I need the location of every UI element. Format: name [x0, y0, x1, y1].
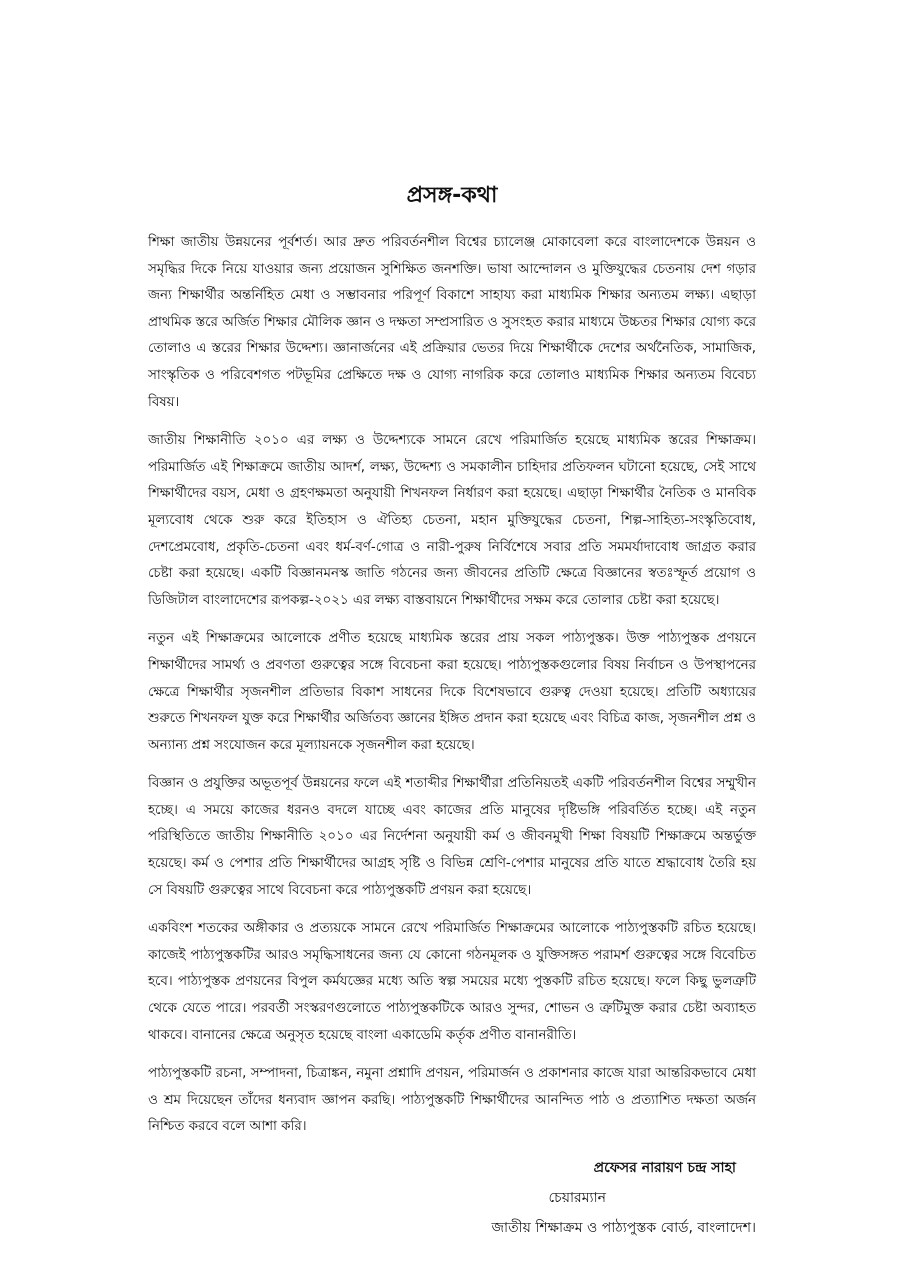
paragraph-2: জাতীয় শিক্ষানীতি ২০১০ এর লক্ষ্য ও উদ্দেশ্যকে সামনে রেখে পরিমার্জিত হয়েছে মাধ্যমিক স্তরের শিক্ষাক্রম। পরিমার্জিত এই শিক্ষাক্রমে জাতীয় আদর্শ, লক্ষ্য, উদ্দেশ্য ও সমকালীন চাহিদার প্রতিফলন ঘটানো হয়েছে, সেই সাথে শিক্ষার্থীদের বয়স, মেধা ও গ্রহণক্ষমতা অনুযায়ী শিখনফল নির্ধারণ করা হয়েছে। এছাড়া শিক্ষার্থীর নৈতিক ও মানবিক মূল্যবোধ থেকে শুরু করে ইতিহাস ও ঐতিহ্য চেতনা, মহান মুক্তিযুদ্ধের চেতনা, শিল্প-সাহিত্য-সংস্কৃতিবোধ, দেশপ্রেমবোধ, প্রকৃতি-চেতনা এবং ধর্ম-বর্ণ-গোত্র ও নারী-পুরুষ নির্বিশেষে সবার প্রতি সমমর্যাদাবোধ জাগ্রত করার চেষ্টা করা হয়েছে। একটি বিজ্ঞানমনস্ক জাতি গঠনের জন্য জীবনের প্রতিটি ক্ষেত্রে বিজ্ঞানের স্বতঃস্ফূর্ত প্রয়োগ ও ডিজিটাল বাংলাদেশের রূপকল্প-২০২১ এর লক্ষ্য বাস্তবায়নে শিক্ষার্থীদের সক্ষম করে তোলার চেষ্টা করা হয়েছে। [148, 433, 756, 608]
paragraph-6: পাঠ্যপুস্তকটি রচনা, সম্পাদনা, চিত্রাঙ্কন, নমুনা প্রশ্নাদি প্রণয়ন, পরিমার্জন ও প্রকাশনার কাজে যারা আন্তরিকভাবে মেধা ও শ্রম দিয়েছেন তাঁদের ধন্যবাদ জ্ঞাপন করছি। পাঠ্যপুস্তকটি শিক্ষার্থীদের আনন্দিত পাঠ ও প্রত্যাশিত দক্ষতা অর্জন নিশ্চিত করবে বলে আশা করি। [148, 1066, 756, 1135]
page-title: প্রসঙ্গ-কথা [406, 183, 498, 208]
paragraph-4: বিজ্ঞান ও প্রযুক্তির অভূতপূর্ব উন্নয়নের ফলে এই শতাব্দীর শিক্ষার্থীরা প্রতিনিয়তই একটি পরিবর্তনশীল বিশ্বের সম্মুখীন হচ্ছে। এ সময়ে কাজের ধরনও বদলে যাচ্ছে এবং কাজের প্রতি মানুষের দৃষ্টিভঙ্গি পরিবর্তিত হচ্ছে। এই নতুন পরিস্থিতিতে জাতীয় শিক্ষানীতি ২০১০ এর নির্দেশনা অনুযায়ী কর্ম ও জীবনমুখী শিক্ষা বিষয়টি শিক্ষাক্রমে অন্তর্ভুক্ত হয়েছে। কর্ম ও পেশার প্রতি শিক্ষার্থীদের আগ্রহ সৃষ্টি ও বিভিন্ন শ্রেণি-পেশার মানুষের প্রতি যাতে শ্রদ্ধাবোধ তৈরি হয় সে বিষয়টি গুরুত্বের সাথে বিবেচনা করে পাঠ্যপুস্তকটি প্রণয়ন করা হয়েছে। [148, 776, 756, 898]
paragraph-5: একবিংশ শতকের অঙ্গীকার ও প্রত্যয়কে সামনে রেখে পরিমার্জিত শিক্ষাক্রমের আলোকে পাঠ্যপুস্তকটি রচিত হয়েছে। কাজেই পাঠ্যপুস্তকটির আরও সমৃদ্ধিসাধনের জন্য যে কোনো গঠনমূলক ও যুক্তিসঙ্গত পরামর্শ গুরুত্বের সঙ্গে বিবেচিত হবে। পাঠ্যপুস্তক প্রণয়নের বিপুল কর্মযজ্ঞের মধ্যে অতি স্বল্প সময়ের মধ্যে পুস্তকটি রচিত হয়েছে। ফলে কিছু ভুলত্রুটি থেকে যেতে পারে। পরবর্তী সংস্করণগুলোতে পাঠ্যপুস্তকটিকে আরও সুন্দর, শোভন ও ত্রুটিমুক্ত করার চেষ্টা অব্যাহত থাকবে। বানানের ক্ষেত্রে অনুসৃত হয়েছে বাংলা একাডেমি কর্তৃক প্রণীত বানানরীতি। [148, 921, 756, 1043]
signatory-organization: জাতীয় শিক্ষাক্রম ও পাঠ্যপুস্তক বোর্ড, বাংলাদেশ। [491, 1220, 756, 1236]
paragraph-3: নতুন এই শিক্ষাক্রমের আলোকে প্রণীত হয়েছে মাধ্যমিক স্তরের প্রায় সকল পাঠ্যপুস্তক। উক্ত পাঠ্যপুস্তক প্রণয়নে শিক্ষার্থীদের সামর্থ্য ও প্রবণতা গুরুত্বের সঙ্গে বিবেচনা করা হয়েছে। পাঠ্যপুস্তকগুলোর বিষয় নির্বাচন ও উপস্থাপনের ক্ষেত্রে শিক্ষার্থীর সৃজনশীল প্রতিভার বিকাশ সাধনের দিকে বিশেষভাবে গুরুত্ব দেওয়া হয়েছে। প্রতিটি অধ্যায়ের শুরুতে শিখনফল যুক্ত করে শিক্ষার্থীর অর্জিতব্য জ্ঞানের ইঙ্গিত প্রদান করা হয়েছে এবং বিচিত্র কাজ, সৃজনশীল প্রশ্ন ও অন্যান্য প্রশ্ন সংযোজন করে মূল্যায়নকে সৃজনশীল করা হয়েছে। [148, 631, 756, 753]
signature-block [148, 1153, 756, 1243]
paragraph-1: শিক্ষা জাতীয় উন্নয়নের পূর্বশর্ত। আর দ্রুত পরিবর্তনশীল বিশ্বের চ্যালেঞ্জ মোকাবেলা করে বাংলাদেশকে উন্নয়ন ও সমৃদ্ধির দিকে নিয়ে যাওয়ার জন্য প্রয়োজন সুশিক্ষিত জনশক্তি। ভাষা আন্দোলন ও মুক্তিযুদ্ধের চেতনায় দেশ গড়ার জন্য শিক্ষার্থীর অন্তর্নিহিত মেধা ও সম্ভাবনার পরিপূর্ণ বিকাশে সাহায্য করা মাধ্যমিক শিক্ষার অন্যতম লক্ষ্য। এছাড়া প্রাথমিক স্তরে অর্জিত শিক্ষার মৌলিক জ্ঞান ও দক্ষতা সম্প্রসারিত ও সুসংহত করার মাধ্যমে উচ্চতর শিক্ষার যোগ্য করে তোলাও এ স্তরের শিক্ষার উদ্দেশ্য। জ্ঞানার্জনের এই প্রক্রিয়ার ভেতর দিয়ে শিক্ষার্থীকে দেশের অর্থনৈতিক, সামাজিক, সাংস্কৃতিক ও পরিবেশগত পটভূমির প্রেক্ষিতে দক্ষ ও যোগ্য নাগরিক করে তোলাও মাধ্যমিক শিক্ষার অন্যতম বিবেচ্য বিষয়। [148, 235, 756, 410]
document-page [148, 180, 756, 1243]
signatory-role: চেয়ারম্যান [548, 1190, 606, 1206]
signatory-name: প্রফেসর নারায়ণ চন্দ্র সাহা [593, 1160, 736, 1176]
